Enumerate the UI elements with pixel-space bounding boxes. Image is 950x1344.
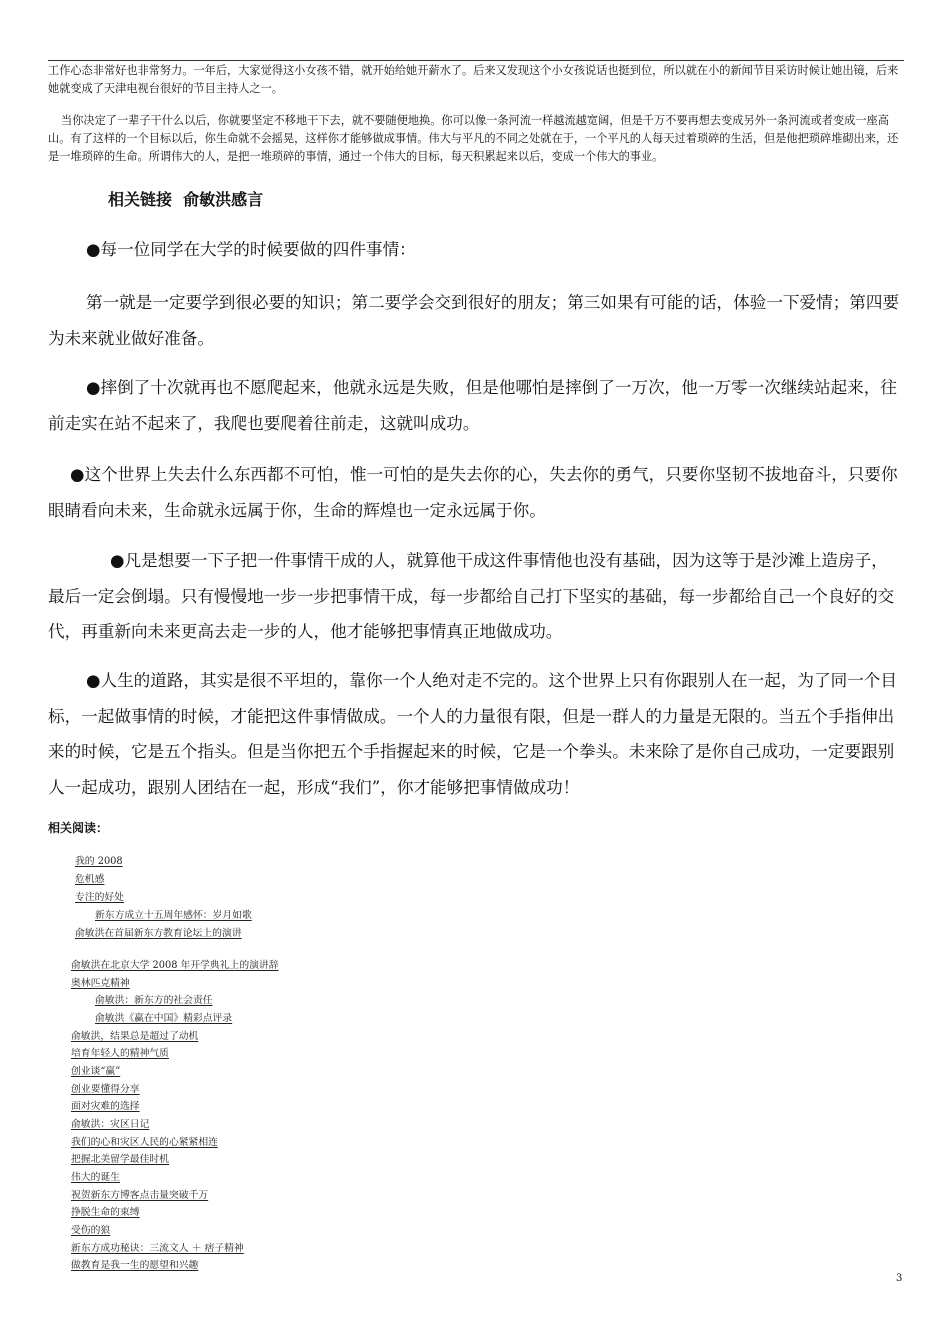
- related-link[interactable]: 挣脱生命的束缚: [71, 1207, 140, 1218]
- related-link[interactable]: 受伤的狼: [71, 1225, 111, 1236]
- related-link[interactable]: 专注的好处: [75, 892, 124, 903]
- quote-bullet-4: ●凡是想要一下子把一件事情干成的人，就算他干成这件事情他也没有基础，因为这等于是沙滩上造房子，最后一定会倒塌。只有慢慢地一步一步把事情干成，每一步都给自己打下坚实的基础，每一步都给自己一个良好的交代，再重新向未来更高去走一步的人，他才能够把事情真正地做成功。: [48, 551, 895, 641]
- related-link[interactable]: 俞敏洪在北京大学 2008 年开学典礼上的演讲辞: [71, 960, 279, 971]
- related-link[interactable]: 新东方成立十五周年感怀：岁月如歌: [95, 910, 252, 921]
- related-link[interactable]: 我们的心和灾区人民的心紧紧相连: [71, 1137, 218, 1148]
- related-link[interactable]: 俞敏洪：新东方的社会责任: [95, 995, 213, 1006]
- related-link[interactable]: 俞敏洪：灾区日记: [71, 1119, 150, 1130]
- related-link[interactable]: 新东方成功秘诀：三流文人 ＋ 痞子精神: [71, 1243, 244, 1254]
- quote-bullet-3: ●这个世界上失去什么东西都不可怕，惟一可怕的是失去你的心，失去你的勇气，只要你坚韧不拔地奋斗，只要你眼睛看向未来，生命就永远属于你，生命的辉煌也一定永远属于你。: [48, 465, 898, 520]
- related-link[interactable]: 把握北美留学最佳时机: [71, 1154, 169, 1165]
- related-link[interactable]: 俞敏洪《赢在中国》精彩点评录: [95, 1013, 233, 1024]
- related-link[interactable]: 我的 2008: [75, 856, 123, 867]
- intro-paragraph-1: 工作心态非常好也非常努力。一年后，大家觉得这小女孩不错，就开始给她开薪水了。后来又发现这个小女孩说话也挺到位，所以就在小的新闻节目采访时候让她出镜，后来她就变成了天津电视台很好的节目主持人之一。: [48, 64, 899, 95]
- related-link[interactable]: 培育年轻人的精神气质: [71, 1048, 169, 1059]
- quote-bullet-5: ●人生的道路，其实是很不平坦的，靠你一个人绝对走不完的。这个世界上只有你跟别人在一起，为了同一个目标，一起做事情的时候，才能把这件事情做成。一个人的力量很有限，但是一群人的力量是无限的。当五个手指伸出来的时候，它是五个指头。但是当你把五个手指握起来的时候，它是一个拳头。未来除了是你自己成功，一定要跟别人一起成功，跟别人团结在一起，形成“我们”，你才能够把事情做成功！: [48, 671, 897, 797]
- related-link[interactable]: 创业谈“赢”: [71, 1066, 121, 1077]
- related-reading-title: 相关阅读：: [48, 821, 109, 835]
- related-link[interactable]: 俞敏洪，结果总是超过了动机: [71, 1031, 199, 1042]
- related-link[interactable]: 面对灾难的选择: [71, 1101, 140, 1112]
- page-number: 3: [896, 1273, 903, 1284]
- quote-bullet-2: ●摔倒了十次就再也不愿爬起来，他就永远是失败，但是他哪怕是摔倒了一万次，他一万零一次继续站起来，往前走实在站不起来了，我爬也要爬着往前走，这就叫成功。: [48, 378, 897, 433]
- related-link[interactable]: 创业要懂得分享: [71, 1084, 140, 1095]
- quote-paragraph-1: 第一就是一定要学到很必要的知识；第二要学会交到很好的朋友；第三如果有可能的话，体验一下爱情；第四要为未来就业做好准备。: [48, 293, 900, 348]
- related-link[interactable]: 俞敏洪在首届新东方教育论坛上的演讲: [75, 928, 242, 939]
- related-link[interactable]: 奥林匹克精神: [71, 978, 130, 989]
- related-link[interactable]: 危机感: [75, 874, 105, 885]
- quote-bullet-1: ●每一位同学在大学的时候要做的四件事情：: [86, 240, 416, 259]
- related-link[interactable]: 做教育是我一生的愿望和兴趣: [71, 1260, 199, 1271]
- section-heading: 相关链接 俞敏洪感言: [108, 190, 264, 209]
- related-link[interactable]: 祝贺新东方博客点击量突破千万: [71, 1190, 209, 1201]
- related-link[interactable]: 伟大的诞生: [71, 1172, 120, 1183]
- intro-paragraph-2: 当你决定了一辈子干什么以后，你就要坚定不移地干下去，就不要随便地换。你可以像一条河流一样越流越宽阔，但是千万不要再想去变成另外一条河流或者变成一座高山。有了这样的一个目标以后，你生命就不会摇晃，这样你才能够做成事情。伟大与平凡的不同之处就在于，一个平凡的人每天过着琐碎的生活，但是他把琐碎堆砌出来，还是一堆琐碎的生命。所谓伟大的人，是把一堆琐碎的事情，通过一个伟大的目标，每天积累起来以后，变成一个伟大的事业。: [48, 114, 899, 163]
- header-rule: [48, 60, 904, 61]
